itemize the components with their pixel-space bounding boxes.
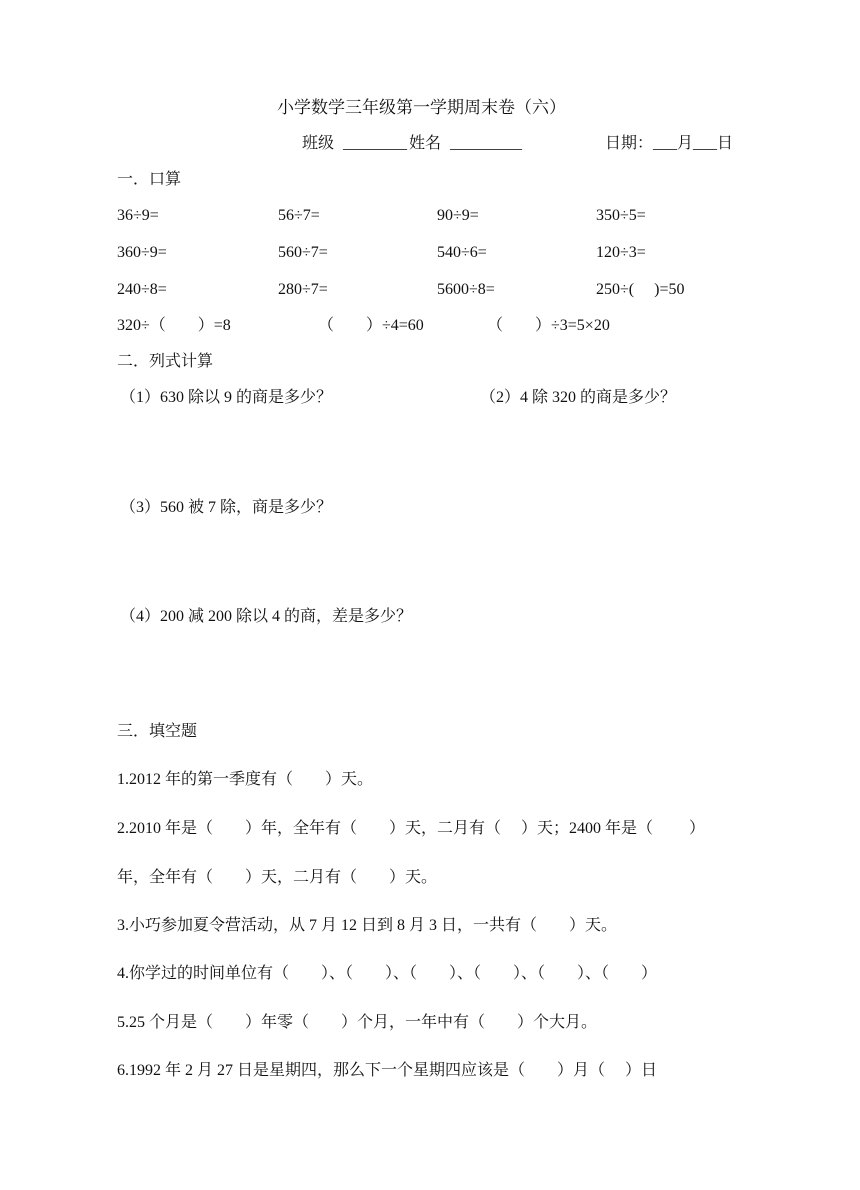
section-heading-oral-calc: 一．口算 xyxy=(117,171,182,188)
oral-item: （ ）÷3=5×20 xyxy=(487,317,610,334)
fill-line: 2.2010 年是（ ）年，全年有（ ）天，二月有（ ）天；2400 年是（ ） xyxy=(117,820,706,837)
name-blank: _________ xyxy=(450,135,522,152)
oral-item: 90÷9= xyxy=(437,207,479,224)
name-label: 姓名 xyxy=(409,135,442,152)
question-4: （4）200 减 200 除以 4 的商，差是多少？ xyxy=(120,608,413,625)
oral-item: 250÷( )=50 xyxy=(596,281,685,298)
fill-line: 3.小巧参加夏令营活动，从 7 月 12 日到 8 月 3 日，一共有（ ）天。 xyxy=(117,917,618,934)
oral-item: 360÷9= xyxy=(117,244,167,261)
question-2: （2）4 除 320 的商是多少？ xyxy=(480,389,677,406)
fill-line: 6.1992 年 2 月 27 日是星期四，那么下一个星期四应该是（ ）月（ ）日 xyxy=(117,1062,658,1079)
fill-line: 1.2012 年的第一季度有（ ）天。 xyxy=(117,771,374,788)
question-1: （1）630 除以 9 的商是多少？ xyxy=(120,389,333,406)
section-heading-fill-blanks: 三．填空题 xyxy=(117,723,198,740)
oral-item: 240÷8= xyxy=(117,281,167,298)
oral-item: 120÷3= xyxy=(596,244,646,261)
class-label: 班级 xyxy=(302,135,335,152)
oral-item: 540÷6= xyxy=(437,244,487,261)
oral-item: 280÷7= xyxy=(278,281,328,298)
fill-line: 4.你学过的时间单位有（ ）、（ ）、（ ）、（ ）、（ ）、（ ） xyxy=(117,965,658,982)
oral-item: 56÷7= xyxy=(278,207,320,224)
oral-item: 36÷9= xyxy=(117,207,159,224)
class-blank: ________ xyxy=(343,135,407,152)
section-heading-written-calc: 二．列式计算 xyxy=(117,353,214,370)
oral-item: 560÷7= xyxy=(278,244,328,261)
date-field: 日期：___月___日 xyxy=(605,135,734,152)
oral-item: 320÷（ ）=8 xyxy=(117,317,231,334)
fill-line: 年，全年有（ ）天，二月有（ ）天。 xyxy=(117,869,438,886)
page-title: 小学数学三年级第一学期周末卷（六） xyxy=(277,98,566,117)
question-3: （3）560 被 7 除，商是多少？ xyxy=(120,499,333,516)
oral-item: 350÷5= xyxy=(596,207,646,224)
fill-line: 5.25 个月是（ ）年零（ ）个月，一年中有（ ）个大月。 xyxy=(117,1014,598,1031)
oral-item: 5600÷8= xyxy=(437,281,495,298)
oral-item: （ ）÷4=60 xyxy=(318,317,424,334)
